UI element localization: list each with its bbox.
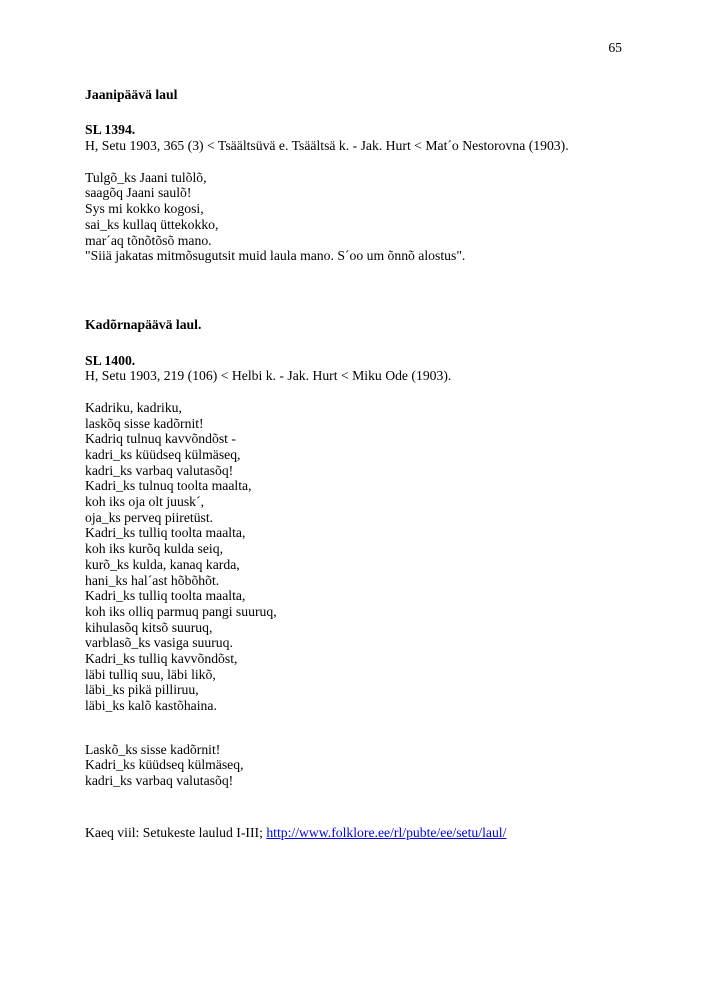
verse-line: Kadri_ks tulnuq toolta maalta, <box>85 478 252 494</box>
verse-line: kihulasõq kitsõ suuruq, <box>85 619 213 635</box>
verse-line: saagõq Jaani saulõ! <box>85 185 192 201</box>
verse-line: Kadri_ks tulliq toolta maalta, <box>85 588 246 604</box>
verse-block <box>85 170 622 264</box>
verse-line: läbi_ks pikä pilliruu, <box>85 682 199 698</box>
song-title: Jaanipäävä laul <box>85 86 178 102</box>
verse-line: oja_ks perveq piiretüst. <box>85 509 214 525</box>
verse-line: Tulgõ_ks Jaani tulõlõ, <box>85 169 207 185</box>
verse-line: Kadri_ks tulliq kavvõndõst, <box>85 650 238 666</box>
verse-line: kadri_ks varbaq valutasõq! <box>85 462 234 478</box>
verse-line: koh iks oja olt juusk´, <box>85 494 205 510</box>
song-section-kadornapaava <box>85 317 622 789</box>
verse-block <box>85 400 622 714</box>
verse-line: Kadri_ks küüdseq külmäseq, <box>85 757 244 773</box>
source-citation: H, Setu 1903, 365 (3) < Tsäältsüvä e. Tsäältsä k. - Jak. Hurt < Mat´o Nestorovna (1903). <box>85 138 569 154</box>
reference-footer <box>85 825 622 841</box>
verse-line: kadri_ks varbaq valutasõq! <box>85 773 234 789</box>
song-section-jaanipaava <box>85 87 622 264</box>
verse-block-final <box>85 742 622 789</box>
source-citation: H, Setu 1903, 219 (106) < Helbi k. - Jak. Hurt < Miku Ode (1903). <box>85 368 452 384</box>
verse-line: Kadriku, kadriku, <box>85 399 182 415</box>
verse-line: varblasõ_ks vasiga suuruq. <box>85 635 233 651</box>
verse-line: Kadri_ks tulliq toolta maalta, <box>85 525 246 541</box>
page-number-text: 65 <box>608 40 622 55</box>
verse-line: läbi tulliq suu, läbi likõ, <box>85 666 216 682</box>
verse-line: kadri_ks küüdseq külmäseq, <box>85 447 241 462</box>
folklore-link[interactable]: http://www.folklore.ee/rl/pubte/ee/setu/laul/ <box>266 824 507 840</box>
verse-line: läbi_ks kalõ kastõhaina. <box>85 698 217 713</box>
verse-line: Laskõ_ks sisse kadõrnit! <box>85 741 221 757</box>
sl-catalog-number: SL 1394. <box>85 122 136 138</box>
song-title: Kadõrnapäävä laul. <box>85 316 202 332</box>
verse-line: laskõq sisse kadõrnit! <box>85 415 204 431</box>
verse-line: "Siiä jakatas mitmõsugutsit muid laula mano. S´oo um õnnõ alostus". <box>85 248 466 264</box>
verse-line: koh iks kurõq kulda seiq, <box>85 541 224 557</box>
page-number <box>85 40 622 56</box>
reference-footer-text: Kaeq viil: Setukeste laulud I-III; <box>85 824 267 840</box>
verse-line: Sys mi kokko kogosi, <box>85 201 204 217</box>
verse-line: mar´aq tõnõtõsõ mano. <box>85 232 212 248</box>
verse-line: Kadriq tulnuq kavvõndõst - <box>85 431 236 447</box>
verse-line: hani_ks hal´ast hõbõhõt. <box>85 572 220 588</box>
verse-line: sai_ks kullaq üttekokko, <box>85 216 219 232</box>
verse-line: kurõ_ks kulda, kanaq karda, <box>85 556 240 572</box>
verse-line: koh iks olliq parmuq pangi suuruq, <box>85 603 277 619</box>
sl-catalog-number: SL 1400. <box>85 352 136 368</box>
